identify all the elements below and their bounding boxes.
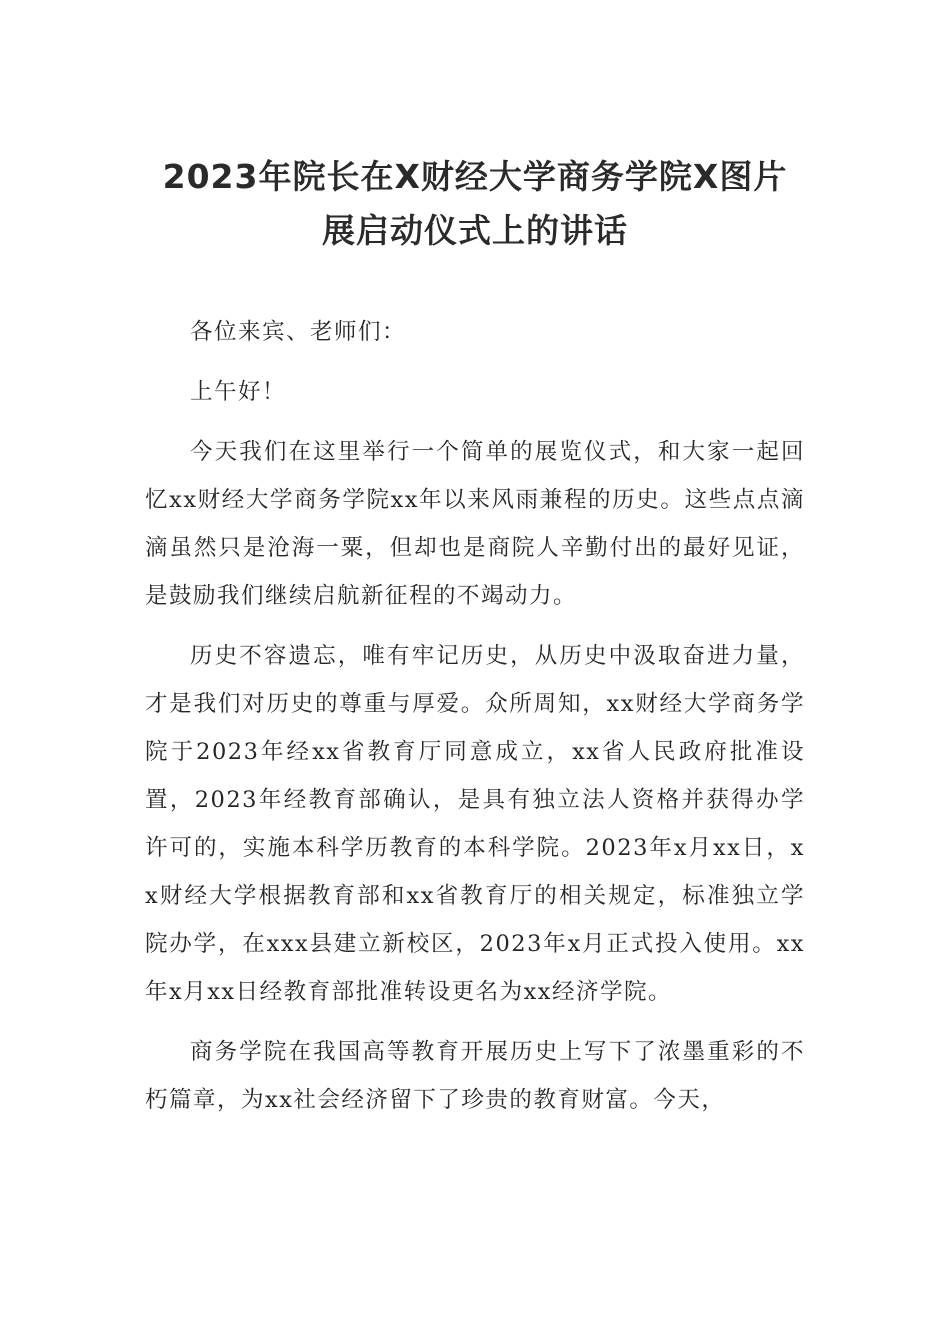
document-title [140,150,810,258]
greeting: 上午好！ [190,379,287,405]
title-line-1: 2023年院长在X财经大学商务学院X图片 [162,157,788,196]
body-paragraph-1: 今天我们在这里举行一个简单的展览仪式，和大家一起回忆xx财经大学商务学院xx年以来风雨兼程的历史。这些点点滴滴虽然只是沧海一粟，但却也是商院人辛勤付出的最好见证，是鼓励我们继续启航新征程的不竭动力。 [145,439,805,609]
salutation: 各位来宾、老师们： [190,319,407,345]
body-paragraph-3: 商务学院在我国高等教育开展历史上写下了浓墨重彩的不朽篇章，为xx社会经济留下了珍贵的教育财富。今天， [145,1039,805,1113]
document-body [145,308,805,1136]
body-paragraph-2: 历史不容遗忘，唯有牢记历史，从历史中汲取奋进力量，才是我们对历史的尊重与厚爱。众所周知，xx财经大学商务学院于2023年经xx省教育厅同意成立，xx省人民政府批准设置，2023年经教育部确认，是具有独立法人资格并获得办学许可的，实施本科学历教育的本科学院。2023年x月xx日，xx财经大学根据教育部和xx省教育厅的相关规定，标准独立学院办学，在xxx县建立新校区，2023年x月正式投入使用。xx年x月xx日经教育部批准转设更名为xx经济学院。 [145,643,805,1005]
title-line-2: 展启动仪式上的讲话 [322,211,628,250]
